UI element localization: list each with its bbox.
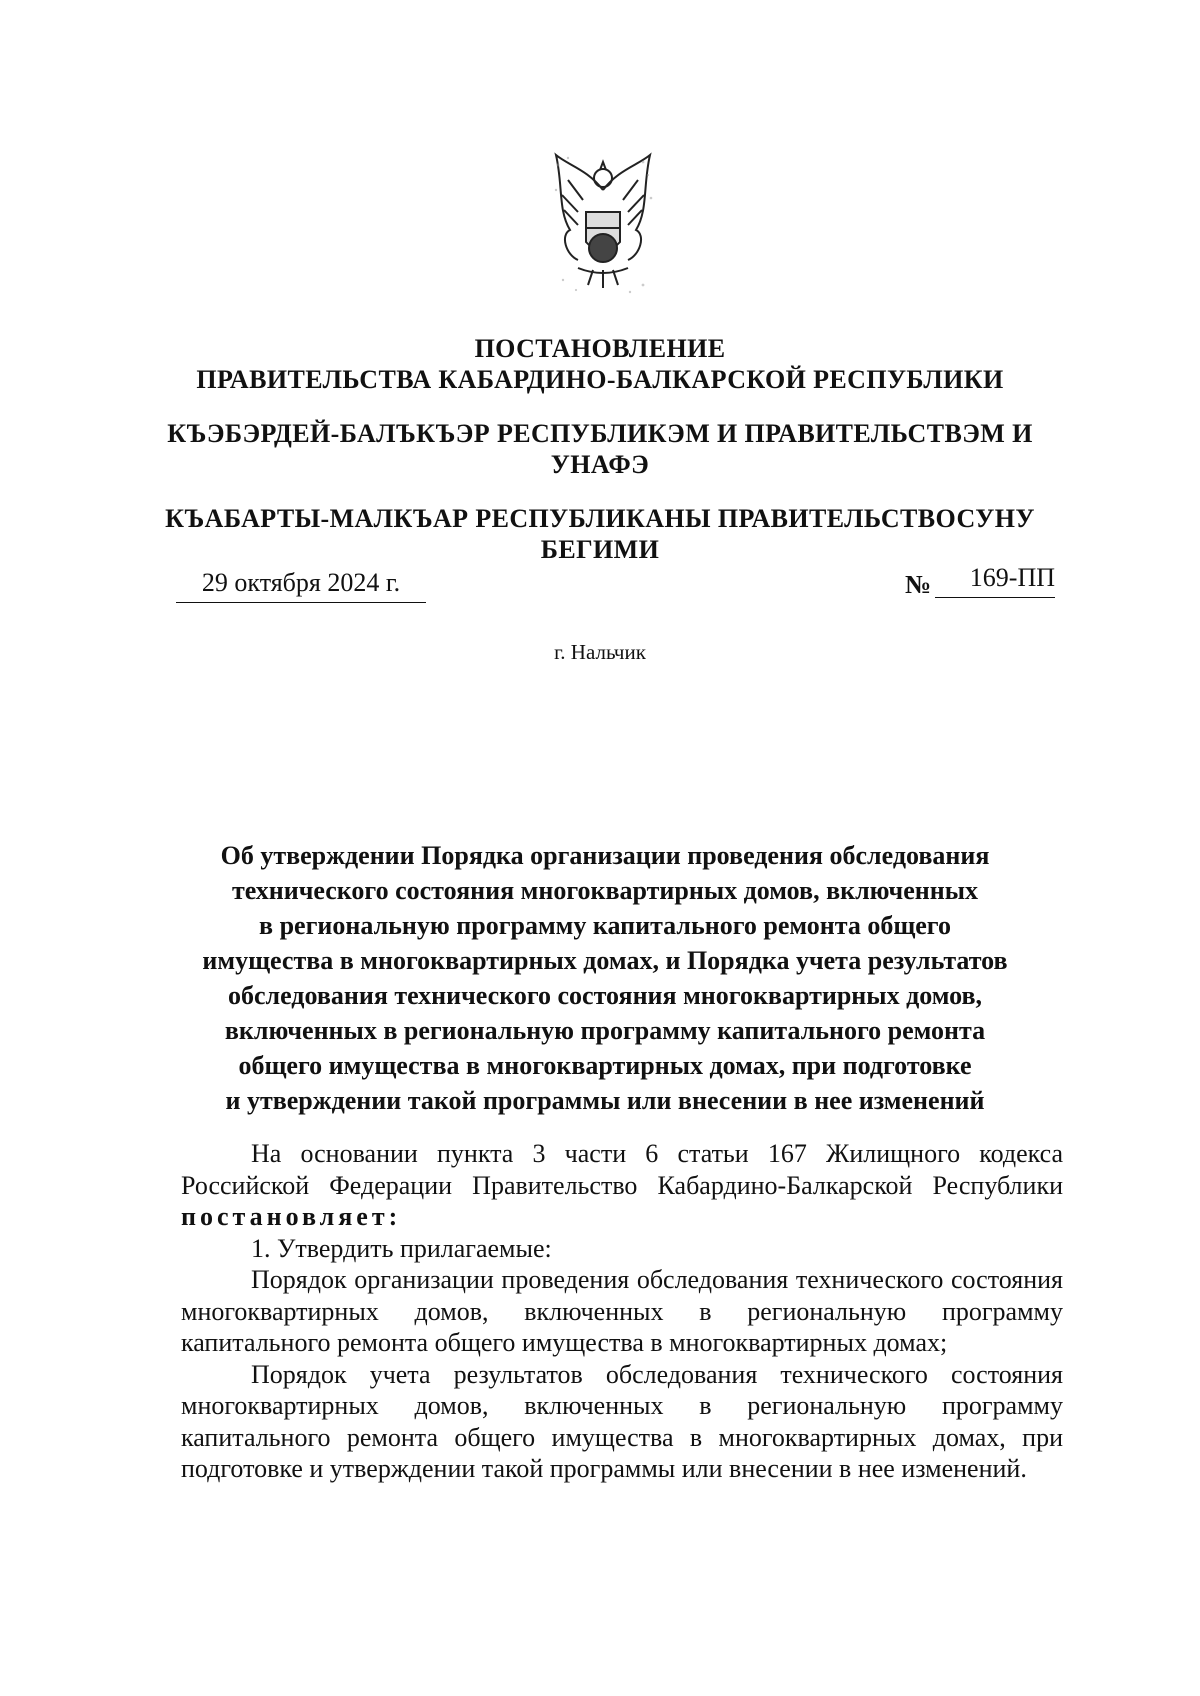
body-paragraph-item-1: 1. Утвердить прилагаемые:	[251, 1233, 552, 1263]
title-line: имущества в многоквартирных домах, и Порядка учета результатов	[202, 946, 1008, 975]
header-kabardian-line2: УНАФЭ	[550, 450, 650, 479]
title-line: технического состояния многоквартирных домов, включенных	[231, 876, 979, 905]
resolution-header-balkar	[150, 503, 1050, 565]
resolution-header-russian	[150, 333, 1050, 395]
title-line: в региональную программу капитального ремонта общего	[259, 911, 951, 940]
header-title: ПОСТАНОВЛЕНИЕ	[474, 334, 726, 363]
document-city: г. Нальчик	[554, 640, 646, 664]
body-paragraph-basis	[181, 1138, 1063, 1233]
decree-keyword: постановляет:	[181, 1202, 402, 1231]
title-line: обследования технического состояния многоквартирных домов,	[227, 981, 982, 1010]
title-line: и утверждении такой программы или внесении в нее изменений	[225, 1086, 985, 1115]
resolution-header-kabardian	[150, 418, 1050, 480]
body-paragraph-procedure-2: Порядок учета результатов обследования технического состояния многоквартирных домов, включенных в региональную программу капитального ремонта общего имущества в многоквартирных домах, при подготовке и утверждении такой программы или внесении в нее изменений.	[181, 1359, 1063, 1483]
title-line: Об утверждении Порядка организации проведения обследования	[220, 841, 990, 870]
basis-text: На основании пункта 3 части 6 статьи 167 Жилищного кодекса Российской Федерации Правительство Кабардино-Балкарской Республики	[181, 1139, 1063, 1200]
document-body	[181, 1138, 1063, 1485]
coat-of-arms-emblem-icon	[548, 150, 658, 300]
document-number: 169-ПП	[935, 563, 1055, 598]
header-balkar-line2: БЕГИМИ	[540, 535, 660, 564]
header-balkar-line1: КЪАБАРТЫ-МАЛКЪАР РЕСПУБЛИКАНЫ ПРАВИТЕЛЬСТВОСУНУ	[165, 504, 1035, 533]
header-kabardian-line1: КЪЭБЭРДЕЙ-БАЛЪКЪЭР РЕСПУБЛИКЭМ И ПРАВИТЕЛЬСТВЭМ И	[167, 419, 1033, 448]
number-sign: №	[905, 570, 932, 599]
document-date: 29 октября 2024 г.	[176, 568, 426, 603]
body-paragraph-procedure-1: Порядок организации проведения обследования технического состояния многоквартирных домов, включенных в региональную программу капитального ремонта общего имущества в многоквартирных домах;	[181, 1265, 1063, 1357]
title-line: включенных в региональную программу капитального ремонта	[224, 1016, 986, 1045]
document-title	[150, 838, 1060, 1118]
title-line: общего имущества в многоквартирных домах, при подготовке	[238, 1051, 972, 1080]
header-government: ПРАВИТЕЛЬСТВА КАБАРДИНО-БАЛКАРСКОЙ РЕСПУБЛИКИ	[196, 365, 1004, 394]
